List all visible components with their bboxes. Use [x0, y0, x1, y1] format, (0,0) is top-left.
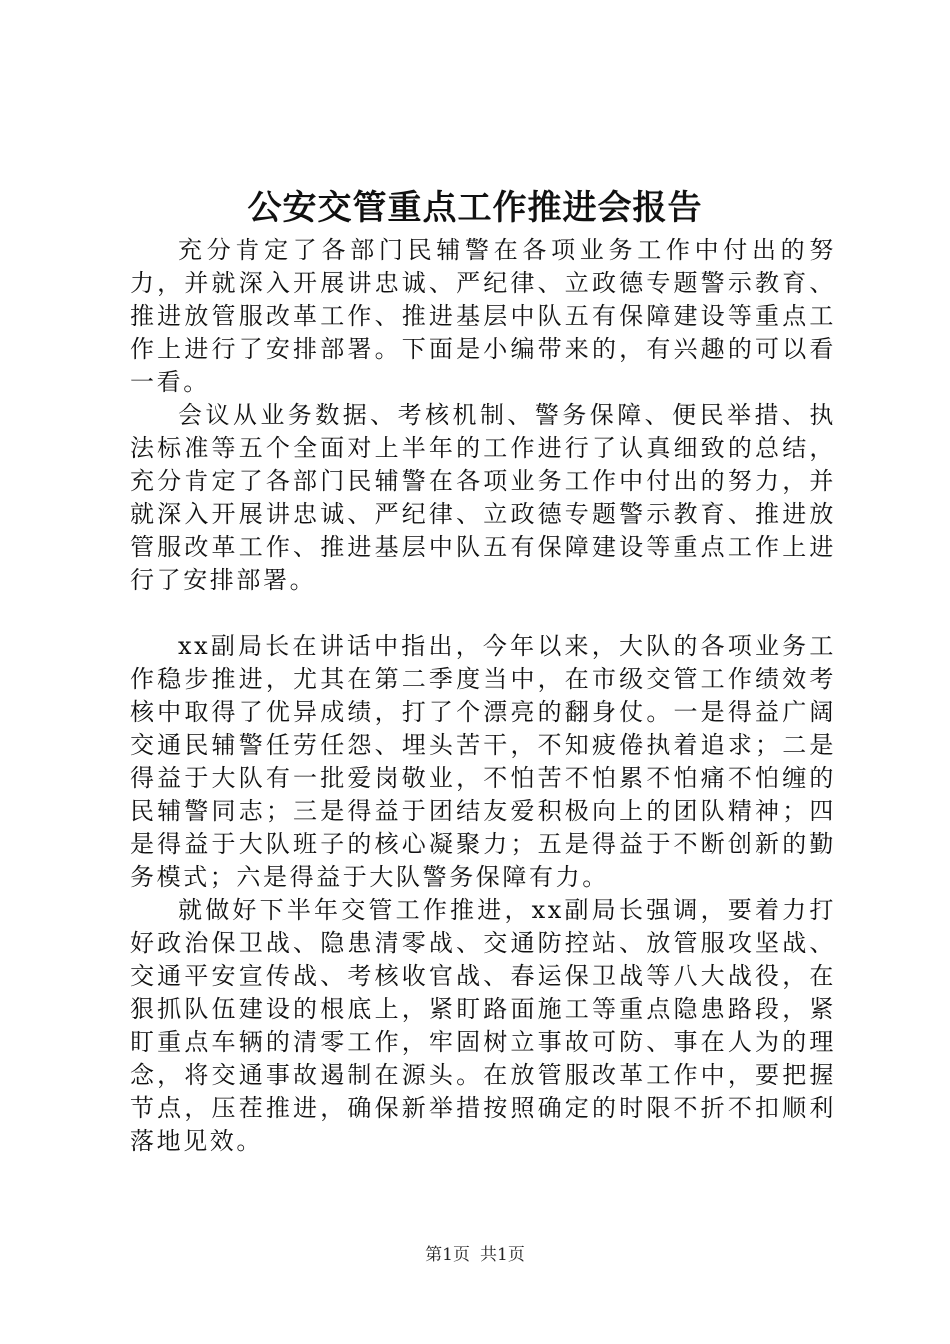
paragraph-meeting-summary: 会议从业务数据、考核机制、警务保障、便民举措、执法标准等五个全面对上半年的工作进行了认真细致的总结，充分肯定了各部门民辅警在各项业务工作中付出的努力，并就深入开展讲忠诚、严纪律、立政德专题警示教育、推进放管服改革工作、推进基层中队五有保障建设等重点工作上进行了安排部署。 [130, 401, 836, 594]
paragraph-deputy-remarks: xx副局长在讲话中指出，今年以来，大队的各项业务工作稳步推进，尤其在第二季度当中，在市级交管工作绩效考核中取得了优异成绩，打了个漂亮的翻身仗。一是得益广阔交通民辅警任劳任怨、埋头苦干，不知疲倦执着追求；二是得益于大队有一批爱岗敬业，不怕苦不怕累不怕痛不怕缠的民辅警同志；三是得益于团结友爱积极向上的团队精神；四是得益于大队班子的核心凝聚力；五是得益于不断创新的勤务模式；六是得益于大队警务保障有力。 [130, 632, 836, 891]
document-body [130, 234, 836, 1158]
paragraph-second-half-plan: 就做好下半年交管工作推进，xx副局长强调，要着力打好政治保卫战、隐患清零战、交通防控站、放管服攻坚战、交通平安宣传战、考核收官战、春运保卫战等八大战役，在狠抓队伍建设的根底上，紧盯路面施工等重点隐患路段，紧盯重点车辆的清零工作，牢固树立事故可防、事在人为的理念，将交通事故遏制在源头。在放管服改革工作中，要把握节点，压茬推进，确保新举措按照确定的时限不折不扣顺利落地见效。 [130, 896, 836, 1155]
page-number: 第1页 [425, 1245, 470, 1265]
page-total: 共1页 [480, 1245, 525, 1265]
paragraph-spacer [130, 597, 836, 630]
page-footer [0, 1244, 950, 1266]
document-title: 公安交管重点工作推进会报告 [247, 188, 703, 228]
paragraph-intro: 充分肯定了各部门民辅警在各项业务工作中付出的努力，并就深入开展讲忠诚、严纪律、立政德专题警示教育、推进放管服改革工作、推进基层中队五有保障建设等重点工作上进行了安排部署。下面是小编带来的，有兴趣的可以看一看。 [130, 236, 836, 396]
